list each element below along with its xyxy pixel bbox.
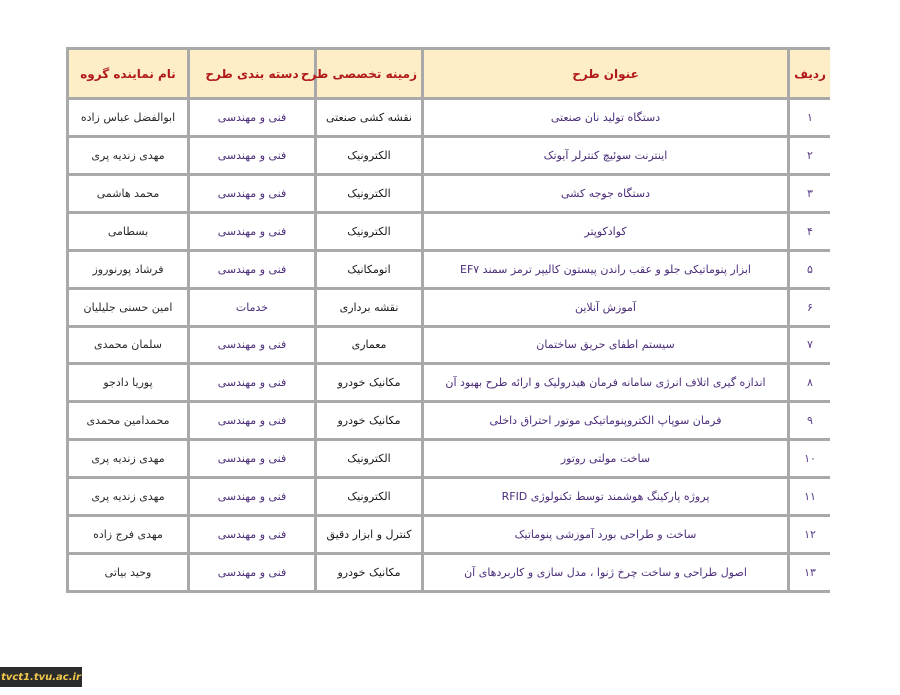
row-category: فنی و مهندسی [190, 138, 314, 173]
row-representative: سلمان محمدی [69, 328, 187, 363]
row-index: ۷ [790, 328, 830, 363]
row-index: ۶ [790, 290, 830, 325]
row-representative: ابوالفضل عباس زاده [69, 100, 187, 135]
row-field: الکترونیک [317, 441, 421, 476]
row-category: فنی و مهندسی [190, 517, 314, 552]
row-field: مکانیک خودرو [317, 365, 421, 400]
row-category: فنی و مهندسی [190, 403, 314, 438]
header-title: عنوان طرح [424, 50, 787, 97]
row-title: اصول طراحی و ساخت چرخ ژنوا ، مدل سازی و کاربردهای آن [424, 555, 787, 590]
row-representative: مهدی زندیه پری [69, 479, 187, 514]
row-category: فنی و مهندسی [190, 479, 314, 514]
row-category: فنی و مهندسی [190, 328, 314, 363]
row-title: سیستم اطفای حریق ساختمان [424, 328, 787, 363]
row-field: الکترونیک [317, 176, 421, 211]
row-representative: امین حسنی جلیلیان [69, 290, 187, 325]
row-field: معماری [317, 328, 421, 363]
table-row [69, 365, 830, 400]
header-representative: نام نماینده گروه [69, 50, 187, 97]
row-field: الکترونیک [317, 479, 421, 514]
row-index: ۵ [790, 252, 830, 287]
table-row [69, 176, 830, 211]
row-title: کوادکوپتر [424, 214, 787, 249]
row-category: فنی و مهندسی [190, 365, 314, 400]
row-index: ۴ [790, 214, 830, 249]
table-row [69, 214, 830, 249]
row-title: دستگاه تولید نان صنعتی [424, 100, 787, 135]
row-index: ۱۱ [790, 479, 830, 514]
header-index: ردیف [790, 50, 830, 97]
row-title: ابزار پنوماتیکی جلو و عقب راندن پیستون کالیپر ترمز سمند EF۷ [424, 252, 787, 287]
table-row [69, 479, 830, 514]
row-field: الکترونیک [317, 138, 421, 173]
row-title: دستگاه جوجه کشی [424, 176, 787, 211]
table-row [69, 138, 830, 173]
row-field: کنترل و ابزار دقیق [317, 517, 421, 552]
table-row [69, 252, 830, 287]
projects-table-container [66, 47, 830, 593]
row-representative: فرشاد پورنوروز [69, 252, 187, 287]
row-index: ۱ [790, 100, 830, 135]
row-category: فنی و مهندسی [190, 555, 314, 590]
row-title: پروژه پارکینگ هوشمند توسط تکنولوژی RFID [424, 479, 787, 514]
row-representative: پوریا دادجو [69, 365, 187, 400]
row-category: فنی و مهندسی [190, 100, 314, 135]
table-row [69, 555, 830, 590]
header-row [69, 50, 830, 97]
row-representative: وحید بیاتی [69, 555, 187, 590]
row-index: ۹ [790, 403, 830, 438]
row-representative: مهدی زندیه پری [69, 138, 187, 173]
row-representative: مهدی فرج زاده [69, 517, 187, 552]
row-field: نقشه کشی صنعتی [317, 100, 421, 135]
table-row [69, 290, 830, 325]
row-field: الکترونیک [317, 214, 421, 249]
row-representative: بسطامی [69, 214, 187, 249]
row-category: فنی و مهندسی [190, 252, 314, 287]
row-field: مکانیک خودرو [317, 403, 421, 438]
row-index: ۳ [790, 176, 830, 211]
row-title: ساخت و طراحی بورد آموزشی پنوماتیک [424, 517, 787, 552]
row-field: اتومکانیک [317, 252, 421, 287]
header-category: دسته بندی طرح [190, 50, 314, 97]
site-url-tag[interactable]: tvct1.tvu.ac.ir [0, 667, 82, 687]
row-index: ۱۰ [790, 441, 830, 476]
row-representative: مهدی زندیه پری [69, 441, 187, 476]
row-field: نقشه برداری [317, 290, 421, 325]
row-index: ۸ [790, 365, 830, 400]
table-row [69, 517, 830, 552]
row-index: ۱۳ [790, 555, 830, 590]
projects-table [66, 47, 833, 593]
row-index: ۱۲ [790, 517, 830, 552]
table-row [69, 403, 830, 438]
row-title: آموزش آنلاین [424, 290, 787, 325]
row-category: فنی و مهندسی [190, 441, 314, 476]
table-row [69, 441, 830, 476]
table-row [69, 100, 830, 135]
header-field: زمینه تخصصی طرح [317, 50, 421, 97]
row-title: ساخت مولتی روتور [424, 441, 787, 476]
row-title: فرمان سوپاپ الکتروپنوماتیکی موتور احتراق داخلی [424, 403, 787, 438]
row-category: خدمات [190, 290, 314, 325]
row-title: اندازه گیری اتلاف انرژی سامانه فرمان هیدرولیک و ارائه طرح بهبود آن [424, 365, 787, 400]
row-field: مکانیک خودرو [317, 555, 421, 590]
row-category: فنی و مهندسی [190, 214, 314, 249]
table-row [69, 328, 830, 363]
row-representative: محمدامین محمدی [69, 403, 187, 438]
row-index: ۲ [790, 138, 830, 173]
row-category: فنی و مهندسی [190, 176, 314, 211]
row-title: اینترنت سوئیچ کنترلر آیوتک [424, 138, 787, 173]
row-representative: محمد هاشمی [69, 176, 187, 211]
